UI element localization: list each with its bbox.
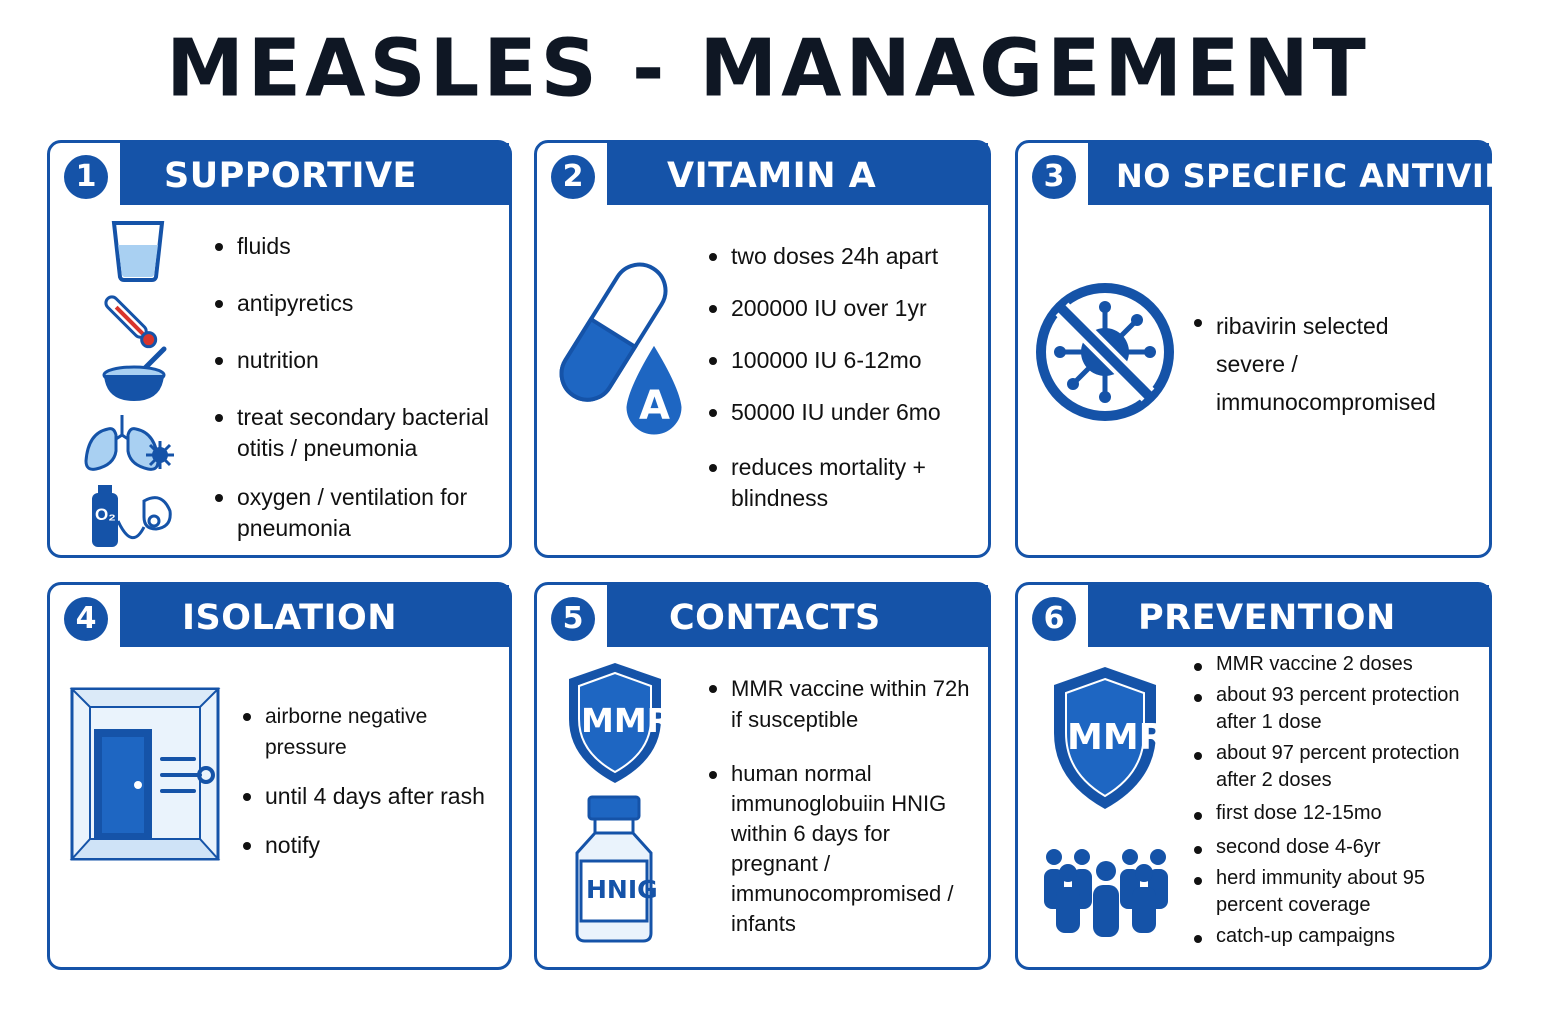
step-number-badge: 5 (551, 597, 595, 641)
bullet-list (215, 231, 500, 544)
list-item: catch-up campaigns (1194, 923, 1479, 950)
list-item: oxygen / ventilation for pneumonia (215, 482, 500, 544)
card-vitamin-a (534, 140, 991, 558)
oxygen-label: O₂ (95, 505, 116, 524)
food-bowl-icon (100, 343, 172, 407)
card-contacts (534, 582, 991, 970)
list-item: notify (243, 830, 508, 861)
list-item: fluids (215, 231, 500, 262)
list-item: MMR vaccine within 72h if susceptible (709, 673, 974, 735)
vitamin-a-letter: A (639, 383, 670, 429)
no-virus-icon (1032, 279, 1178, 425)
list-item: about 93 percent protection after 1 dose (1194, 682, 1479, 736)
list-item: 200000 IU over 1yr (709, 293, 969, 324)
hnig-vial-icon (571, 793, 657, 945)
list-item: MMR vaccine 2 doses (1194, 651, 1479, 678)
card-isolation (47, 582, 512, 970)
card-header (537, 143, 988, 205)
list-item: 100000 IU 6-12mo (709, 345, 969, 376)
card-supportive (47, 140, 512, 558)
list-item: airborne negative pressure (243, 701, 508, 763)
card-header (50, 143, 509, 205)
bullet-list (1194, 651, 1479, 950)
card-title: NO SPECIFIC ANTIVIRAL (1116, 157, 1556, 195)
water-glass-icon (108, 217, 168, 283)
list-item: two doses 24h apart (709, 241, 969, 272)
card-header (50, 585, 509, 647)
list-item: reduces mortality + blindness (709, 452, 969, 514)
card-title: PREVENTION (1138, 598, 1396, 638)
card-title: VITAMIN A (667, 156, 877, 196)
bullet-list (1194, 307, 1444, 421)
lungs-bacteria-icon (80, 411, 180, 477)
negative-pressure-room-icon (70, 687, 220, 861)
list-item: 50000 IU under 6mo (709, 397, 969, 428)
bullet-list (709, 241, 969, 514)
step-number-badge: 3 (1032, 155, 1076, 199)
list-item: nutrition (215, 345, 500, 376)
card-title: ISOLATION (182, 598, 398, 638)
card-title: SUPPORTIVE (164, 156, 417, 196)
list-item: ribavirin selected severe / immunocompromised (1194, 307, 1444, 421)
list-item: about 97 percent protection after 2 doses (1194, 740, 1479, 794)
list-item: second dose 4-6yr (1194, 834, 1479, 861)
shield-label: MMR (581, 701, 673, 740)
page-title: MEASLES - MANAGEMENT (166, 23, 1370, 115)
step-number-badge: 4 (64, 597, 108, 641)
vial-label: HNIG (586, 875, 658, 904)
list-item: human normal immunoglobuiin HNIG within 6 days for pregnant / immunocompromised / infants (709, 759, 974, 939)
card-no-specific-antiviral (1015, 140, 1556, 558)
list-item: first dose 12-15mo (1194, 800, 1479, 827)
shield-label: MMR (1067, 717, 1167, 758)
list-item: treat secondary bacterial otitis / pneumonia (215, 402, 500, 464)
list-item: until 4 days after rash (243, 781, 508, 812)
card-title: CONTACTS (669, 598, 881, 638)
card-prevention (1015, 582, 1492, 970)
list-item: herd immunity about 95 percent coverage (1194, 865, 1479, 919)
card-header (1018, 585, 1489, 647)
step-number-badge: 2 (551, 155, 595, 199)
card-header (537, 585, 988, 647)
step-number-badge: 1 (64, 155, 108, 199)
community-icon (1038, 847, 1174, 941)
step-number-badge: 6 (1032, 597, 1076, 641)
bullet-list (243, 701, 508, 861)
list-item: antipyretics (215, 288, 500, 319)
card-header (1018, 143, 1556, 205)
bullet-list (709, 673, 974, 939)
